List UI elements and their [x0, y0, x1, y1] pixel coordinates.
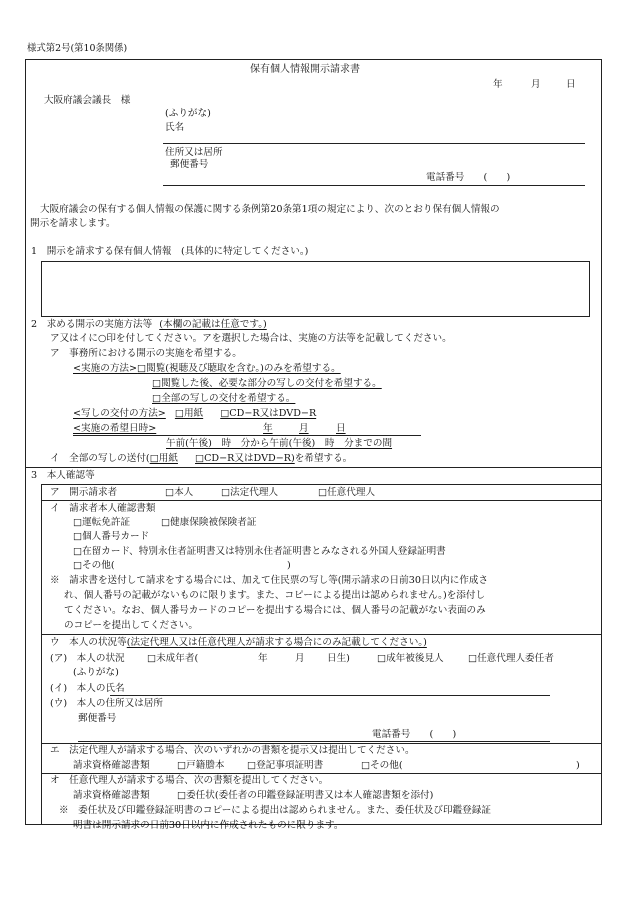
legal-rep-option-other[interactable]: □その他( — [361, 760, 403, 771]
legal-rep-option-koseki[interactable]: □戸籍謄本 — [177, 760, 225, 771]
address-label: 住所又は居所 — [165, 147, 223, 158]
name-label: 氏名 — [165, 122, 185, 133]
principal-furigana: (ふりがな) — [73, 667, 119, 678]
id-option-residence-card[interactable]: □在留カード、特別永住者証明書又は特別永住者証明書とみなされる外国人登録証明書 — [73, 546, 446, 557]
intro-line-2: 開示を請求します。 — [30, 218, 116, 229]
method-line-1 — [73, 364, 341, 374]
option-b-paper[interactable]: □用紙 — [149, 453, 178, 464]
date-month-label: 月 — [531, 79, 541, 90]
note1-line-2: れ、個人番号の記載がないものに限ります。また、コピーによる提出は認められません。)を添付し — [64, 590, 486, 601]
id-option-insurance[interactable]: □健康保険被保険者証 — [161, 517, 257, 528]
method-option-view-copy[interactable]: □閲覧した後、必要な部分の写しの交付を希望する。 — [152, 378, 382, 389]
option-b-label: イ 全部の写しの送付( — [50, 453, 150, 464]
form-number: 様式第2号(第10条関係) — [27, 43, 128, 54]
principal-name-label: (イ) 本人の氏名 — [50, 683, 125, 694]
id-docs-label: イ 請求者本人確認書類 — [50, 503, 156, 514]
legal-rep-rule — [41, 773, 601, 774]
status-option-principal[interactable]: □任意代理人委任者 — [468, 653, 554, 664]
phone-label: 電話番号 ( ) — [426, 172, 511, 183]
status-minor-day: 日生) — [327, 653, 350, 664]
method-option-full-copy[interactable]: □全部の写しの交付を希望する。 — [152, 393, 296, 404]
note1-line-3: てください。なお、個人番号カードのコピーを提出する場合には、個人番号の記載がない表面のみ — [64, 605, 486, 616]
requester-option-legal[interactable]: □法定代理人 — [221, 487, 279, 498]
section2-instruction: ア又はイに○印を付してください。アを選択した場合は、実施の方法等を記載してください。 — [50, 333, 452, 344]
status-rule — [41, 743, 601, 744]
principal-name-line — [110, 695, 550, 696]
section2-title — [31, 320, 267, 330]
principal-address-label: (ウ) 本人の住所又は居所 — [50, 698, 164, 709]
section2-title-text: 2 求める開示の実施方法等 — [31, 319, 153, 330]
postal-label: 郵便番号 — [170, 159, 209, 170]
section3-top-rule — [26, 467, 601, 468]
principal-address-line — [78, 741, 550, 742]
date-day-label: 日 — [566, 79, 576, 90]
method-prefix: <実施の方法> — [73, 363, 138, 374]
section3-title: 3 本人確認等 — [31, 470, 95, 481]
date-underline — [73, 435, 421, 436]
note2-line-1: ※ 委任状及び印鑑登録証明書のコピーによる提出は認められません。また、委任状及び印鑑登録証 — [59, 805, 491, 816]
requester-rule — [41, 500, 601, 501]
principal-phone-label: 電話番号 ( ) — [372, 729, 457, 740]
intro-line-1: 大阪府議会の保有する個人情報の保護に関する条例第20条第1項の規定により、次のとおり保有個人情報の — [40, 204, 500, 215]
requester-option-self[interactable]: □本人 — [165, 487, 194, 498]
voluntary-rep-docs-label: 請求資格確認書類 — [73, 790, 150, 801]
option-b-suffix: を希望する。 — [294, 453, 353, 464]
principal-postal-label: 郵便番号 — [78, 713, 117, 724]
method-option-view[interactable]: □閲覧(視聴及び聴取を含む。)のみを希望する。 — [137, 363, 341, 374]
legal-rep-docs-label: 請求資格確認書類 — [73, 760, 150, 771]
status-note: (法定代理人又は任意代理人が請求する場合にのみ記載してください。) — [126, 637, 427, 648]
section2-option-b — [50, 454, 352, 464]
time-line: 午前(午後) 時 分から午前(午後) 時 分までの間 — [166, 438, 393, 449]
date-day: 日 — [336, 423, 346, 434]
id-option-other[interactable]: □その他( — [73, 560, 115, 571]
id-option-other-close: ) — [287, 560, 291, 571]
status-minor-month: 月 — [295, 653, 305, 664]
status-label: ウ 本人の状況等 — [50, 637, 127, 648]
copy-method-line — [73, 409, 316, 419]
voluntary-rep-line: オ 任意代理人が請求する場合、次の書類を提出してください。 — [50, 775, 329, 786]
legal-rep-option-registry[interactable]: □登記事項証明書 — [247, 760, 324, 771]
note1-line-4: のコピーを提出してください。 — [64, 620, 198, 631]
voluntary-rep-option-proxy[interactable]: □委任状(委任者の印鑑登録証明書又は本人確認書類を添付) — [177, 790, 434, 801]
status-option-minor[interactable]: □未成年者( — [147, 653, 199, 664]
date-prefix: <実施の希望日時> — [73, 423, 157, 434]
address-line — [163, 185, 585, 186]
id-option-mynumber[interactable]: □個人番号カード — [73, 531, 150, 542]
status-option-ward[interactable]: □成年被後見人 — [377, 653, 444, 664]
legal-rep-line: エ 法定代理人が請求する場合、次のいずれかの書類を提示又は提出してください。 — [50, 745, 415, 756]
option-b-cd[interactable]: □CD−R又はDVD−R) — [195, 453, 295, 464]
section2-option-a: ア 事務所における開示の実施を希望する。 — [50, 348, 242, 359]
date-year: 年 — [263, 423, 273, 434]
status-heading — [50, 638, 427, 648]
addressee: 大阪府議会議長 様 — [44, 95, 131, 106]
form-title: 保有個人情報開示請求書 — [250, 64, 360, 75]
note2-line-2: 明書は開示請求の日前30日以内に作成されたものに限ります。 — [73, 820, 344, 831]
note1-line-1: ※ 請求書を送付して請求をする場合には、加えて住民票の写し等(開示請求の日前30日以内に作成さ — [50, 575, 489, 586]
date-year-label: 年 — [493, 79, 503, 90]
section1-input-box[interactable] — [41, 261, 590, 317]
copy-option-cd[interactable]: □CD−R又はDVD−R — [220, 408, 317, 419]
copy-method-prefix: <写しの交付の方法> — [73, 408, 166, 419]
status-minor-year: 年 — [258, 653, 268, 664]
section1-title: 1 開示を請求する保有個人情報 (具体的に特定してください。) — [31, 246, 309, 257]
name-line — [163, 143, 585, 144]
furigana-label: (ふりがな) — [165, 108, 211, 119]
status-a-label: (ア) 本人の状況 — [50, 653, 125, 664]
section2-title-note: (本欄の記載は任意です。) — [159, 319, 267, 330]
id-docs-rule — [41, 634, 601, 635]
id-option-license[interactable]: □運転免許証 — [73, 517, 131, 528]
legal-rep-option-other-close: ) — [576, 760, 580, 771]
requester-option-voluntary[interactable]: □任意代理人 — [318, 487, 376, 498]
requester-label: ア 開示請求者 — [50, 487, 118, 498]
date-month: 月 — [299, 423, 309, 434]
copy-option-paper[interactable]: □用紙 — [174, 408, 204, 419]
